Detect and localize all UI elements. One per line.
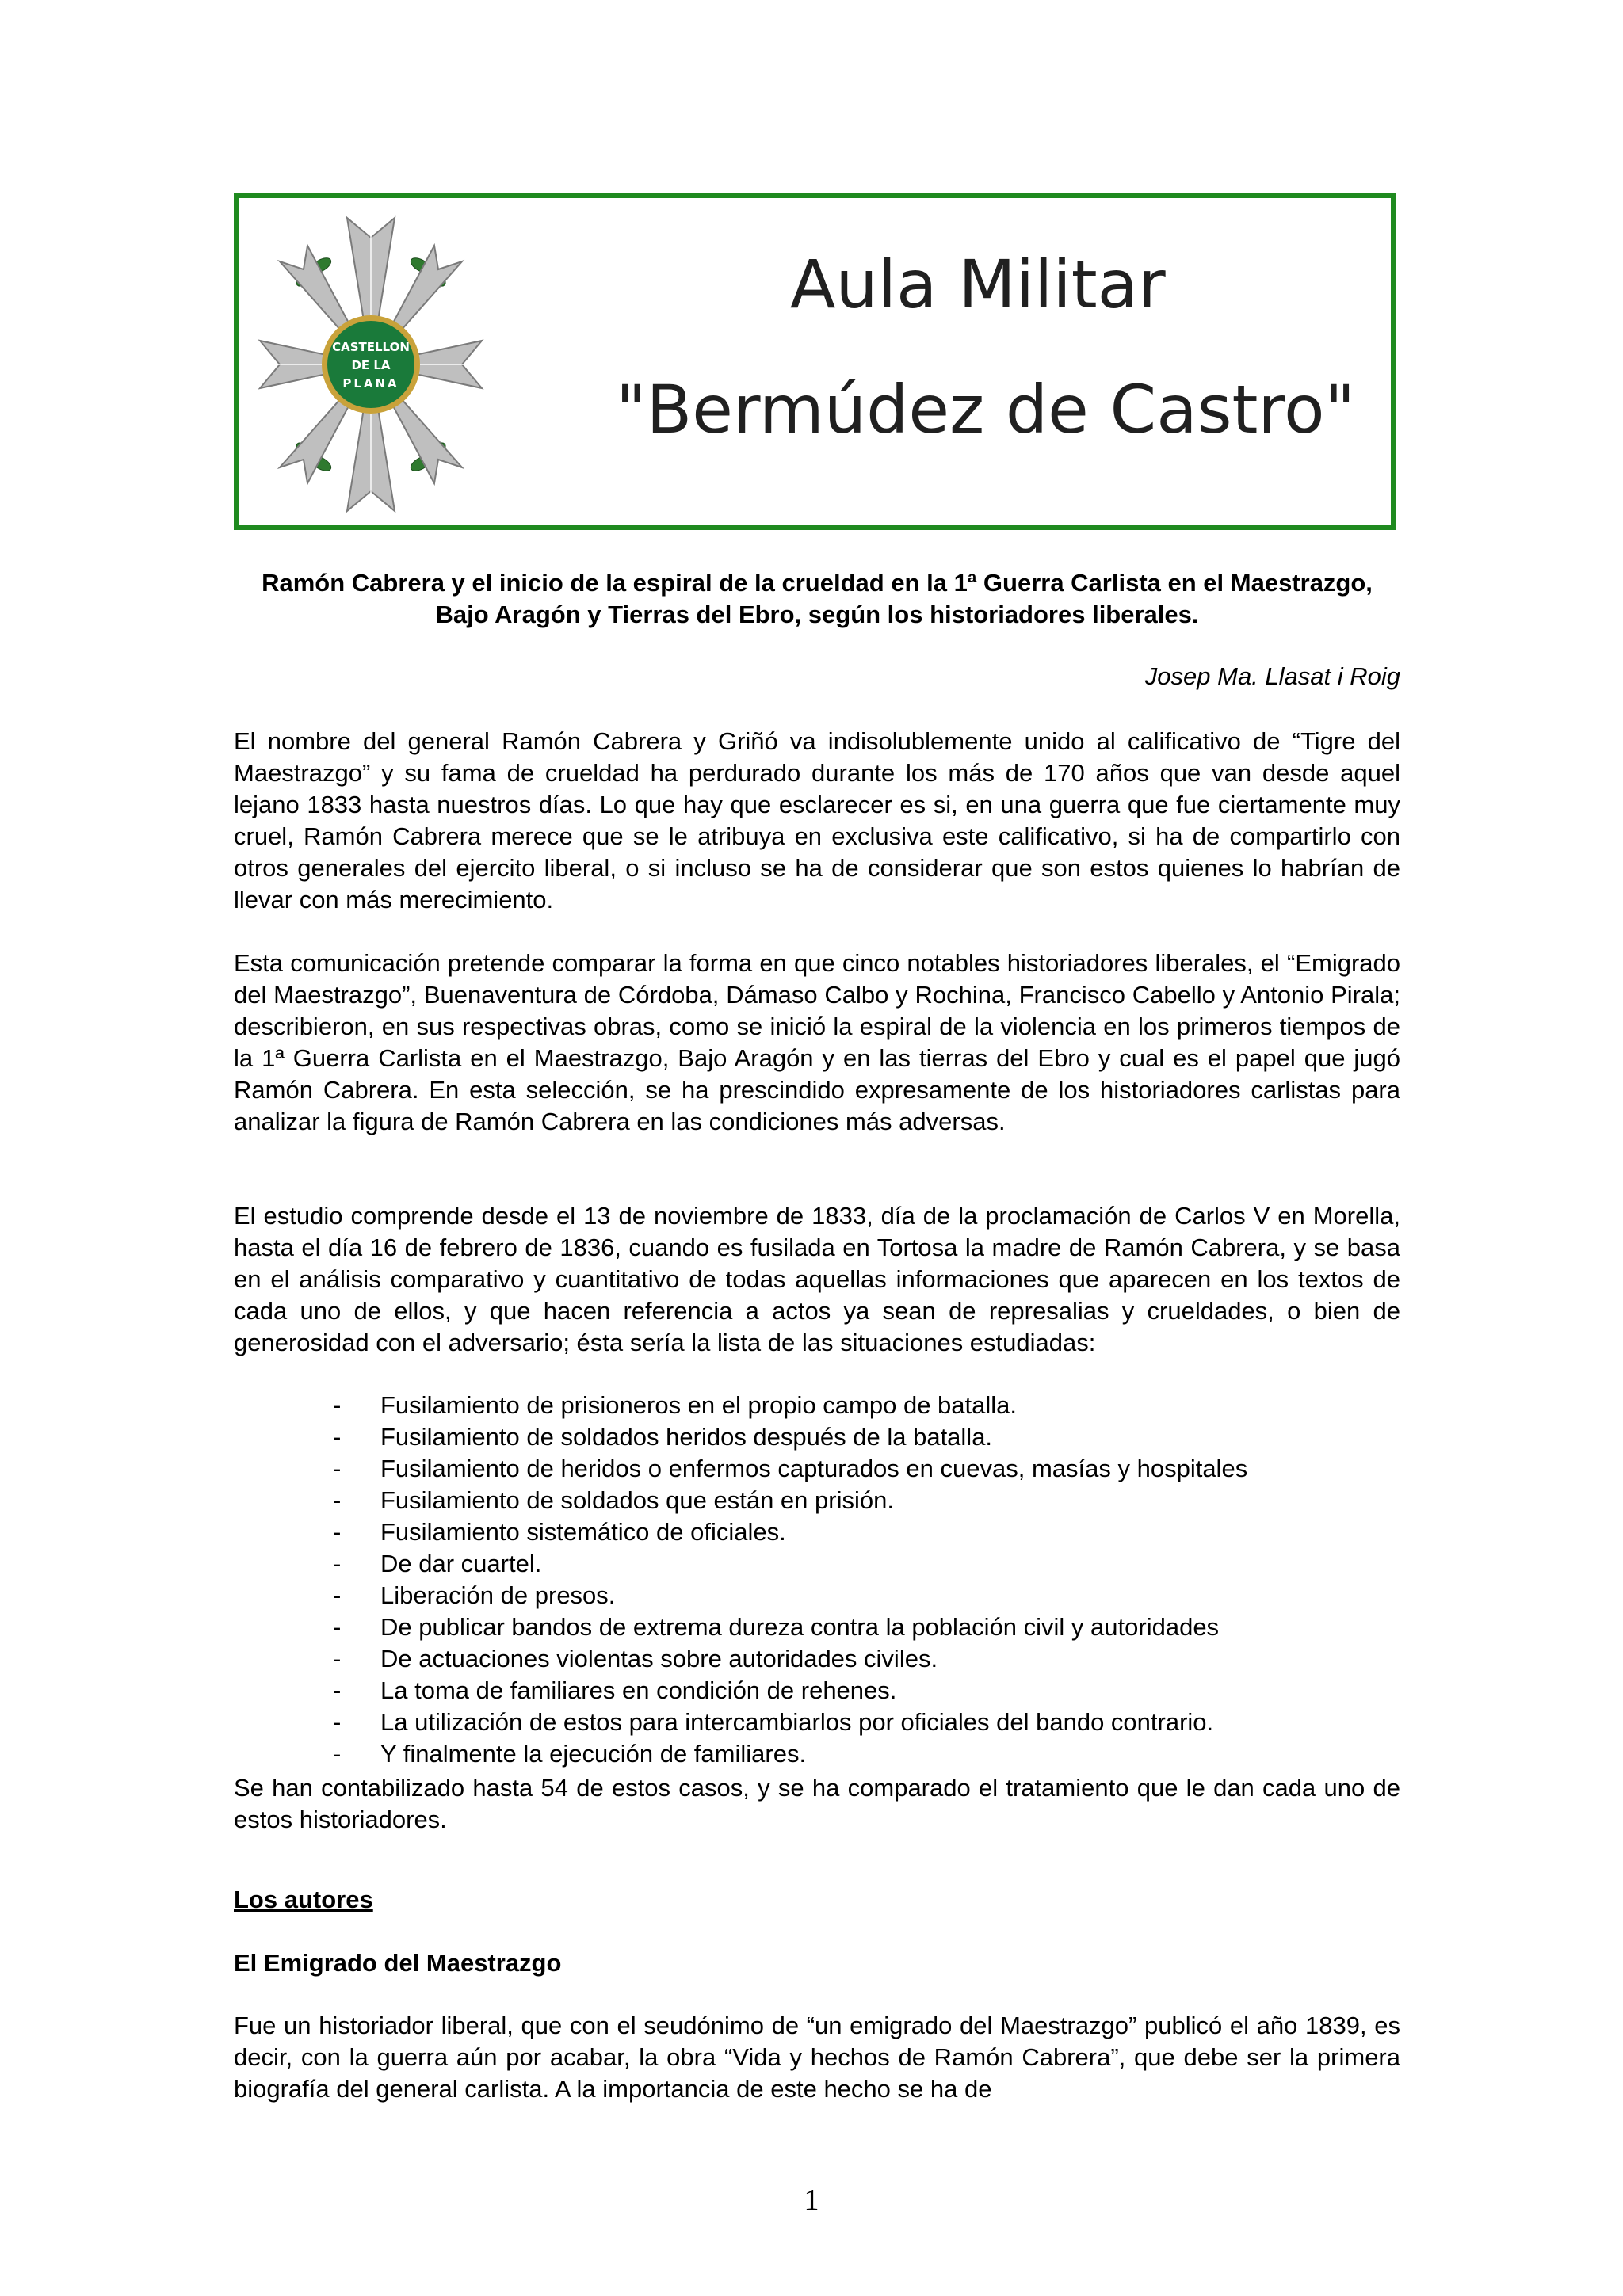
list-item bbox=[333, 1580, 1247, 1611]
banner-subtitle: "Bermúdez de Castro" bbox=[616, 371, 1356, 448]
list-marker: - bbox=[333, 1708, 342, 1736]
list-item bbox=[333, 1738, 1247, 1770]
list-item-text: De publicar bandos de extrema dureza contra la población civil y autoridades bbox=[380, 1613, 1220, 1641]
list-item-text: De actuaciones violentas sobre autoridades civiles. bbox=[380, 1645, 938, 1672]
heading-authors: Los autores bbox=[234, 1886, 373, 1913]
list-item bbox=[333, 1421, 1247, 1453]
list-item bbox=[333, 1516, 1247, 1548]
situations-list bbox=[333, 1390, 1247, 1770]
list-marker: - bbox=[333, 1550, 342, 1577]
list-marker: - bbox=[333, 1423, 342, 1451]
heading-emigrado: El Emigrado del Maestrazgo bbox=[234, 1949, 562, 1977]
list-marker: - bbox=[333, 1455, 342, 1482]
list-item-text: Y finalmente la ejecución de familiares. bbox=[380, 1740, 807, 1768]
list-marker: - bbox=[333, 1486, 342, 1514]
list-item bbox=[333, 1453, 1247, 1485]
list-item-text: Fusilamiento de soldados heridos después de la batalla. bbox=[380, 1423, 993, 1451]
banner-title: Aula Militar bbox=[790, 246, 1166, 323]
article-author: Josep Ma. Llasat i Roig bbox=[1144, 662, 1400, 690]
list-item bbox=[333, 1611, 1247, 1643]
article-title: Ramón Cabrera y el inicio de la espiral de la crueldad en la 1ª Guerra Carlista en el Maestrazgo, Bajo Aragón y Tierras del Ebro, según los historiadores liberales. bbox=[262, 569, 1373, 628]
list-item-text: Liberación de presos. bbox=[380, 1581, 616, 1609]
paragraph-purpose: Esta comunicación pretende comparar la forma en que cinco notables historiadores liberales, el “Emigrado del Maestrazgo”, Buenaventura de Córdoba, Dámaso Calbo y Rochina, Francisco Cabello y Antonio Pirala; describieron, en sus respectivas obras, como se inició la espiral de la violencia en los primeros tiempos de la 1ª Guerra Carlista en el Maestrazgo, Bajo Aragón y en las tierras del Ebro y cual es el papel que jugó Ramón Cabrera. En esta selección, se ha prescindido expresamente de los historiadores carlistas para analizar la figura de Ramón Cabrera en las condiciones más adversas. bbox=[234, 949, 1400, 1135]
list-item-text: De dar cuartel. bbox=[380, 1550, 542, 1577]
list-item-text: La toma de familiares en condición de rehenes. bbox=[380, 1676, 897, 1704]
list-item bbox=[333, 1390, 1247, 1421]
list-item-text: La utilización de estos para intercambiarlos por oficiales del bando contrario. bbox=[380, 1708, 1214, 1736]
list-item bbox=[333, 1485, 1247, 1516]
list-item bbox=[333, 1548, 1247, 1580]
header-banner bbox=[234, 193, 1396, 530]
list-marker: - bbox=[333, 1581, 342, 1609]
list-item-text: Fusilamiento de prisioneros en el propio campo de batalla. bbox=[380, 1391, 1018, 1419]
list-marker: - bbox=[333, 1518, 342, 1546]
list-marker: - bbox=[333, 1645, 342, 1672]
paragraph-study-scope: El estudio comprende desde el 13 de noviembre de 1833, día de la proclamación de Carlos V en Morella, hasta el día 16 de febrero de 1836, cuando es fusilada en Tortosa la madre de Ramón Cabrera, y se basa en el análisis comparativo y cuantitativo de todas aquellas informaciones que aparecen en los textos de cada uno de ellos, y que hacen referencia a actos ya sean de represalias y crueldades, o bien de generosidad con el adversario; ésta sería la lista de las situaciones estudiadas: bbox=[234, 1202, 1400, 1356]
list-marker: - bbox=[333, 1740, 342, 1768]
paragraph-emigrado: Fue un historiador liberal, que con el seudónimo de “un emigrado del Maestrazgo” publicó el año 1839, es decir, con la guerra aún por acabar, la obra “Vida y hechos de Ramón Cabrera”, que debe ser la primera biografía del general carlista. A la importancia de este hecho se ha de bbox=[234, 2012, 1400, 2103]
emblem-logo bbox=[256, 206, 486, 523]
list-marker: - bbox=[333, 1676, 342, 1704]
emblem-text-line1: CASTELLON bbox=[332, 340, 410, 354]
page-number: 1 bbox=[804, 2183, 819, 2217]
list-item bbox=[333, 1643, 1247, 1675]
paragraph-intro: El nombre del general Ramón Cabrera y Griñó va indisolublemente unido al calificativo de “Tigre del Maestrazgo” y su fama de crueldad ha perdurado durante los más de 170 años que van desde aquel lejano 1833 hasta nuestros días. Lo que hay que esclarecer es si, en una guerra que fue ciertamente muy cruel, Ramón Cabrera merece que se le atribuya en exclusiva este calificativo, si ha de compartirlo con otros generales del ejercito liberal, o si incluso se ha de considerar que son estos quienes lo habrían de llevar con más merecimiento. bbox=[234, 727, 1400, 913]
list-item bbox=[333, 1675, 1247, 1707]
list-item-text: Fusilamiento sistemático de oficiales. bbox=[380, 1518, 786, 1546]
emblem-text-line3: PLANA bbox=[342, 376, 399, 391]
list-item bbox=[333, 1707, 1247, 1738]
paragraph-cases-count: Se han contabilizado hasta 54 de estos casos, y se ha comparado el tratamiento que le dan cada uno de estos historiadores. bbox=[234, 1774, 1400, 1833]
list-marker: - bbox=[333, 1391, 342, 1419]
list-marker: - bbox=[333, 1613, 342, 1641]
list-item-text: Fusilamiento de heridos o enfermos capturados en cuevas, masías y hospitales bbox=[380, 1455, 1248, 1482]
emblem-text-line2: DE LA bbox=[351, 358, 391, 372]
list-item-text: Fusilamiento de soldados que están en prisión. bbox=[380, 1486, 894, 1514]
